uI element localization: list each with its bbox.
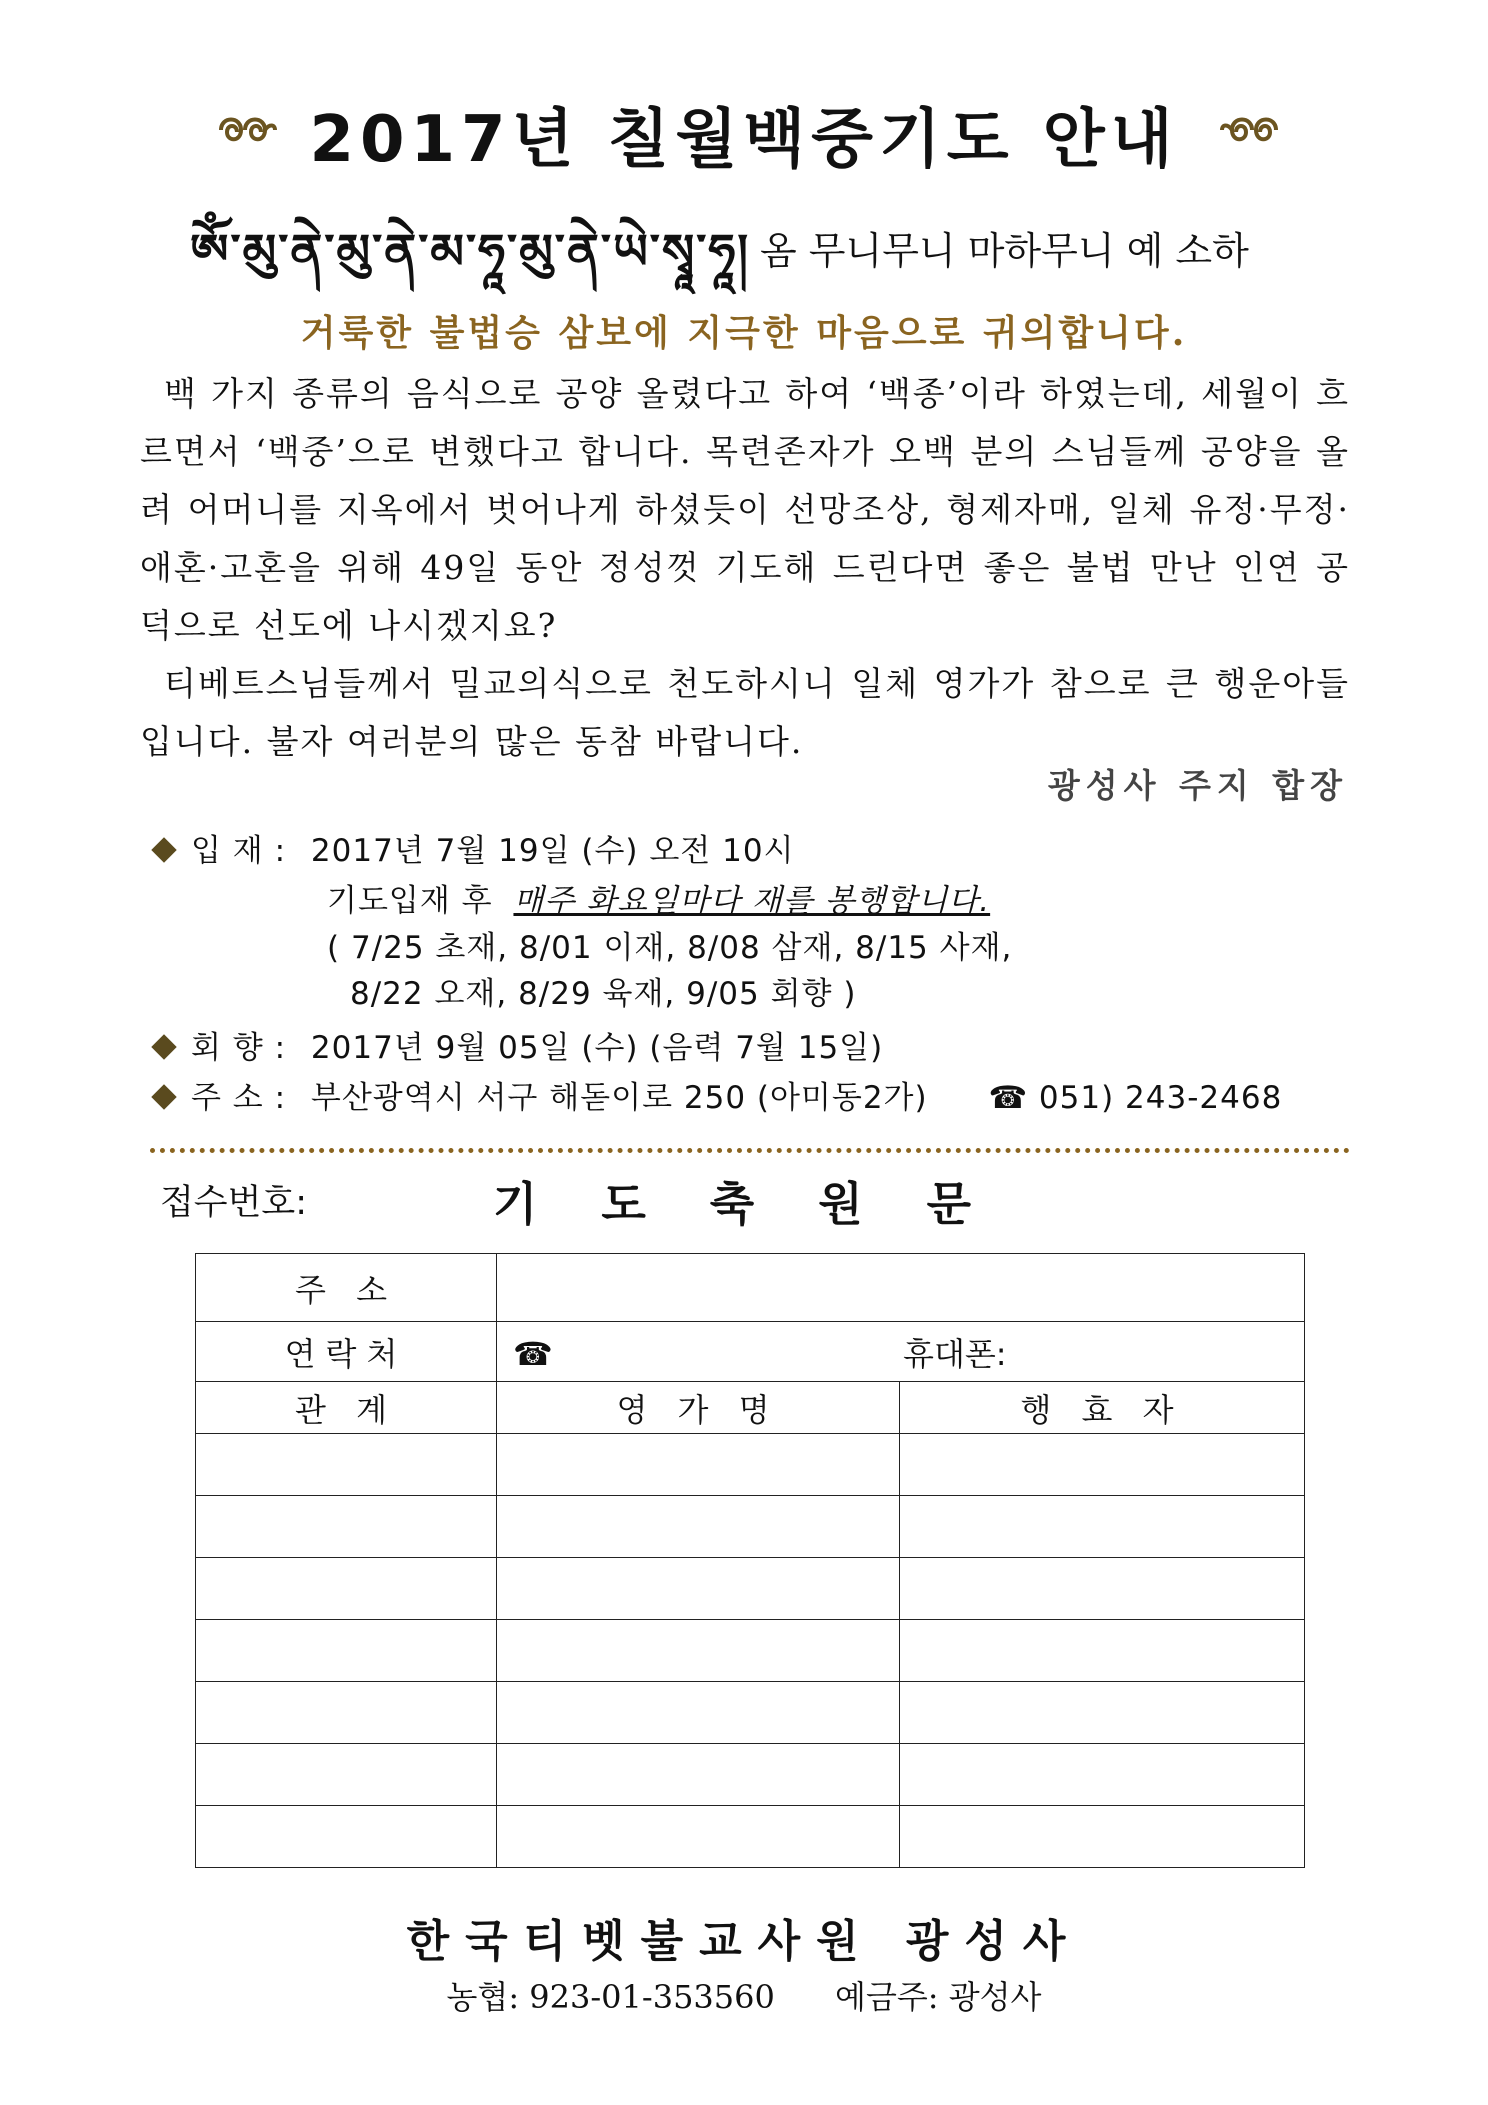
table-row: [196, 1434, 1305, 1496]
diamond-bullet-icon: [151, 837, 176, 862]
address-header: 주 소: [196, 1254, 497, 1322]
relation-cell[interactable]: [196, 1806, 497, 1868]
spirit-name-cell[interactable]: [497, 1620, 900, 1682]
address-field[interactable]: [497, 1254, 1305, 1322]
relation-cell[interactable]: [196, 1496, 497, 1558]
hoehyang-label: 회 향 :: [191, 1030, 287, 1066]
ipjae-line-2: [327, 875, 990, 920]
spirit-name-cell[interactable]: [497, 1806, 900, 1868]
right-ornament-icon: [1218, 110, 1282, 150]
table-row: [196, 1496, 1305, 1558]
spirit-name-cell[interactable]: [497, 1682, 900, 1744]
page-title: 2017년 칠월백중기도 안내: [309, 103, 1179, 177]
diamond-bullet-icon: [151, 1084, 176, 1109]
filial-cell[interactable]: [900, 1496, 1305, 1558]
relation-cell[interactable]: [196, 1434, 497, 1496]
relation-cell[interactable]: [196, 1558, 497, 1620]
ipjae-line-3: ( 7/25 초재, 8/01 이재, 8/08 삼재, 8/15 사재,: [327, 930, 1013, 966]
signature: 광성사 주지 합장: [1047, 766, 1348, 805]
body-paragraph-1: 백 가지 종류의 음식으로 공양 올렸다고 하여 ‘백종’이라 하였는데, 세월이 흐르면서 ‘백중’으로 변했다고 합니다. 목련존자가 오백 분의 스님들께 공양을 올려 어머니를 지옥에서 벗어나게 하셨듯이 선망조상, 형제자매, 일체 유정·무정·애혼·고혼을 위해 49일 동안 정성껏 기도해 드린다면 좋은 불법 만난 인연 공덕으로 선도에 나시겠지요?: [140, 374, 1350, 645]
filial-cell[interactable]: [900, 1682, 1305, 1744]
relation-header: 관 계: [196, 1382, 497, 1434]
table-row: [196, 1620, 1305, 1682]
account-holder: 예금주: 광성사: [835, 1978, 1042, 2016]
dedication-line: 거룩한 불법승 삼보에 지극한 마음으로 귀의합니다.: [300, 312, 1188, 354]
filial-cell[interactable]: [900, 1434, 1305, 1496]
body-paragraph-2: 티베트스님들께서 밀교의식으로 천도하시니 일체 영가가 참으로 큰 행운아들입니다. 불자 여러분의 많은 동참 바랍니다.: [140, 664, 1350, 761]
receipt-number-label: 접수번호:: [160, 1183, 308, 1223]
diamond-bullet-icon: [151, 1034, 176, 1059]
temple-phone: ☎ 051) 243-2468: [988, 1080, 1283, 1116]
schedule-address: [155, 1072, 1282, 1117]
table-row: [196, 1558, 1305, 1620]
filial-cell[interactable]: [900, 1744, 1305, 1806]
schedule-ipjae: [155, 825, 795, 870]
spirit-name-header: 영 가 명: [497, 1382, 900, 1434]
spirit-name-cell[interactable]: [497, 1744, 900, 1806]
table-row: [196, 1682, 1305, 1744]
relation-cell[interactable]: [196, 1744, 497, 1806]
hoehyang-date: 2017년 9월 05일 (수) (음력 7월 15일): [310, 1030, 884, 1066]
table-row: [196, 1744, 1305, 1806]
filial-cell[interactable]: [900, 1558, 1305, 1620]
ipjae-line2-prefix: 기도입재 후: [327, 883, 493, 919]
schedule-hoehyang: [155, 1022, 883, 1067]
relation-cell[interactable]: [196, 1620, 497, 1682]
filial-cell[interactable]: [900, 1806, 1305, 1868]
contact-field[interactable]: [497, 1322, 1305, 1382]
form-title: 기 도 축 원 문: [492, 1177, 996, 1231]
dotted-divider: [150, 1148, 1350, 1153]
filial-header: 행 효 자: [900, 1382, 1305, 1434]
bank-account: 농협: 923-01-353560: [446, 1978, 775, 2016]
phone-icon: ☎: [513, 1334, 553, 1373]
prayer-form-table: [195, 1253, 1305, 1868]
mobile-label: 휴대폰:: [903, 1334, 1007, 1373]
ipjae-line2-emphasis: 매주 화요일마다 재를 봉행합니다.: [513, 883, 991, 919]
ipjae-date: 2017년 7월 19일 (수) 오전 10시: [310, 833, 795, 869]
address-value: 부산광역시 서구 해돋이로 250 (아미동2가): [310, 1080, 928, 1116]
body-text: [140, 365, 1350, 771]
address-label: 주 소 :: [191, 1080, 287, 1116]
spirit-name-cell[interactable]: [497, 1496, 900, 1558]
ipjae-label: 입 재 :: [191, 833, 287, 869]
spirit-name-cell[interactable]: [497, 1558, 900, 1620]
tibetan-mantra: ༀ་མུ་ནེ་མུ་ནེ་མ་ཧཱ་མུ་ནེ་ཡེ་སྭཱ་ཧཱ།: [190, 224, 750, 280]
ipjae-line-4: 8/22 오재, 8/29 육재, 9/05 회향 ): [350, 976, 857, 1012]
korean-mantra: 옴 무니무니 마하무니 예 소하: [760, 229, 1249, 273]
filial-cell[interactable]: [900, 1620, 1305, 1682]
relation-cell[interactable]: [196, 1682, 497, 1744]
mantra-row: [190, 198, 1310, 280]
spirit-name-cell[interactable]: [497, 1434, 900, 1496]
contact-header: 연락처: [196, 1322, 497, 1382]
table-row: [196, 1806, 1305, 1868]
organization-name: 한국티벳불교사원 광성사: [406, 1916, 1082, 1967]
bank-info: [0, 1972, 1488, 2018]
